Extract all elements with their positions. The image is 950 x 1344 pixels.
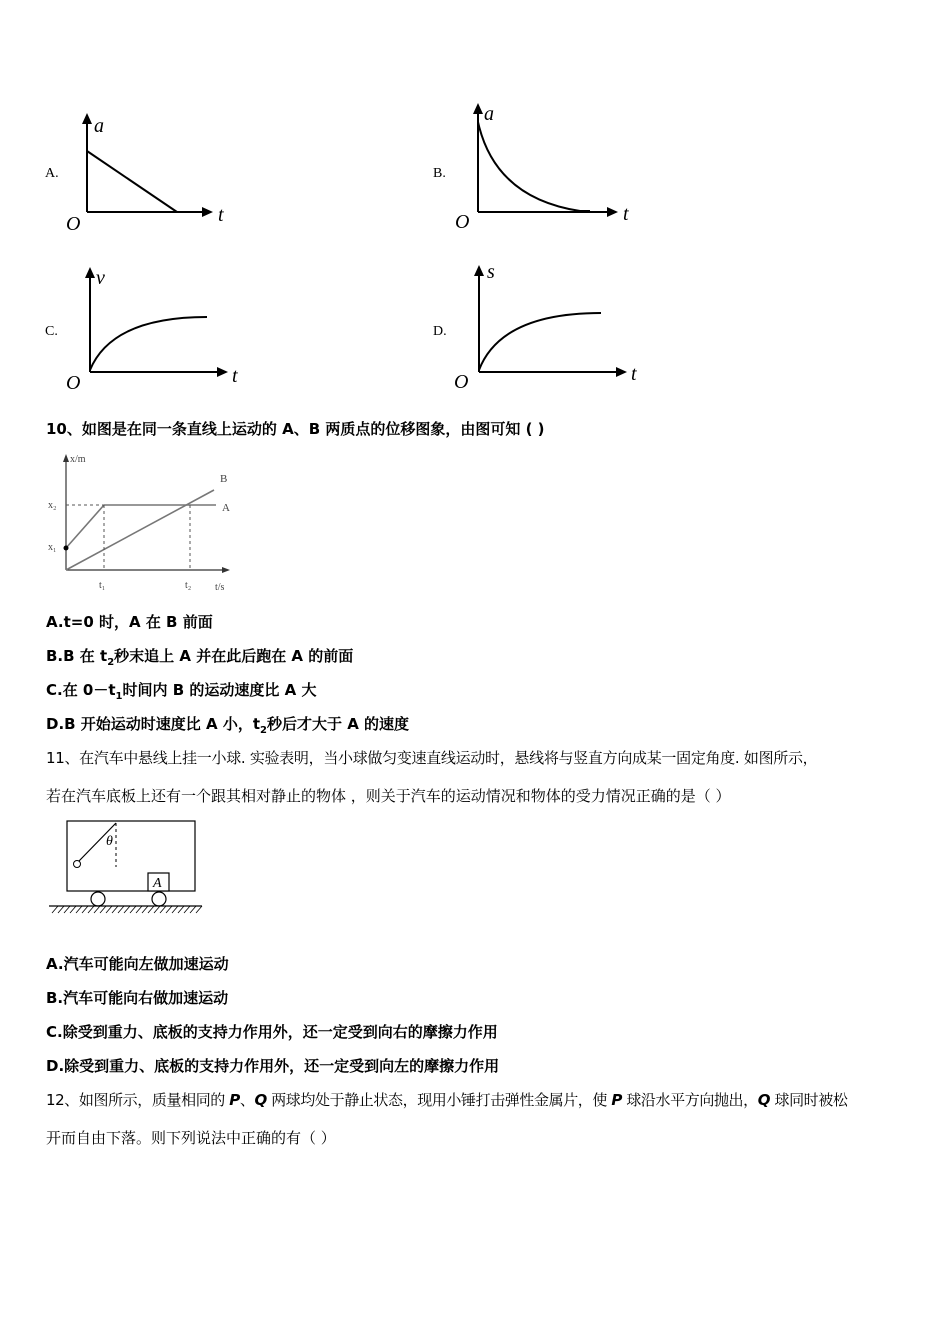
q10-option-a: A.t=0 时，A 在 B 前面 [46,613,213,631]
q12-text-4: 球沿水平方向抛出， [621,1091,758,1109]
q12-text-1: 12、如图所示，质量相同的 [46,1091,230,1109]
q12-var-p: P [229,1091,240,1109]
graph-d-y-arrow [474,265,484,276]
graph-c-ylabel: v [96,267,105,289]
q12-var-q: Q [254,1091,267,1109]
q10-ylabel: x/m [70,454,86,465]
q12-stem-line1 [46,1089,847,1110]
graph-d-curve [479,313,601,370]
graph-c-xlabel: t [232,365,238,387]
q10-line-b [66,490,214,570]
q10-option-c [46,679,316,702]
q10-stem: 10、如图是在同一条直线上运动的 A、B 两质点的位移图象，由图可知 ( ) [46,420,545,438]
q11-stem-line2: 若在汽车底板上还有一个跟其相对静止的物体 ，则关于汽车的运动情况和物体的受力情况正确的是（ ） [46,787,731,805]
graph-c-velocity-saturating [62,262,252,397]
q10-x-arrow [222,567,230,573]
q12-text-2: 、 [239,1091,255,1109]
q10-line-a-label: A [222,502,230,514]
q10-t2-label: t₂ [185,580,192,591]
graph-d-xlabel: t [631,363,637,385]
graph-c-origin: O [66,372,81,394]
q11-ground-hatching [52,906,202,913]
graph-b-origin: O [455,211,470,233]
q10-displacement-graph [44,450,244,598]
graph-c-y-arrow [85,267,95,278]
graph-b-exponential-decay [450,98,650,235]
graph-a-ylabel: a [94,115,104,137]
graph-d-origin: O [454,371,469,393]
q11-option-d: D.除受到重力、底板的支持力作用外，还一定受到向左的摩擦力作用 [46,1057,500,1075]
graph-a-linear-decrease [60,110,240,235]
q10-line-a-rise [66,505,104,548]
q11-theta: θ [106,834,113,849]
q11-wheel-left [91,892,105,906]
graph-d-x-arrow [616,367,627,377]
graph-a-x-arrow [202,207,213,217]
option-a-letter: A. [45,166,59,181]
graph-a-xlabel: t [218,204,224,226]
graph-b-xlabel: t [623,203,629,225]
q10-option-b-sub: 2 [107,657,115,668]
graph-a-y-arrow [82,113,92,124]
q10-option-d-sub: 2 [260,725,267,736]
graph-a-origin: O [66,213,81,235]
q10-option-c-pre: C.在 0－t [46,681,116,699]
q11-car-body [67,821,195,891]
q10-start-point [64,546,69,551]
q11-wheel-right [152,892,166,906]
q12-text-5: 球同时被松 [770,1091,848,1109]
option-c-letter: C. [45,324,58,339]
q11-block-label: A [153,876,162,891]
graph-d-displacement-saturating [451,258,651,396]
option-d-letter: D. [433,324,447,339]
q10-option-d-pre: D.B 开始运动时速度比 A 小，t [46,715,261,733]
graph-c-curve [90,317,207,370]
graph-d-ylabel: s [487,261,495,283]
q12-text-3: 两球均处于静止状态，现用小锤打击弹性金属片，使 [266,1091,612,1109]
q10-line-b-label: B [220,473,228,485]
q11-option-c: C.除受到重力、底板的支持力作用外，还一定受到向右的摩擦力作用 [46,1023,498,1041]
q11-ball [74,861,81,868]
q12-var-p2: P [611,1091,622,1109]
q11-option-b: B.汽车可能向右做加速运动 [46,989,229,1007]
graph-b-ylabel: a [484,103,494,125]
option-b-letter: B. [433,166,446,181]
q10-option-d [46,713,409,736]
q12-var-q2: Q [757,1091,771,1109]
q11-stem-line1: 11、在汽车中悬线上挂一小球. 实验表明，当小球做匀变速直线运动时，悬线将与竖直方向成某一固定角度. 如图所示， [46,749,818,767]
q10-option-c-sub: 1 [115,691,123,702]
q10-option-b [46,645,353,668]
graph-c-x-arrow [217,367,228,377]
q10-option-b-post: 秒末追上 A 并在此后跑在 A 的前面 [114,647,354,665]
q10-option-c-post: 时间内 B 的运动速度比 A 大 [122,681,317,699]
q10-x2-label: x₂ [48,500,57,511]
q10-t1-label: t₁ [99,580,106,591]
graph-a-curve [87,151,177,212]
q11-option-a: A.汽车可能向左做加速运动 [46,955,229,973]
q10-option-d-post: 秒后才大于 A 的速度 [267,715,410,733]
graph-b-y-arrow [473,103,483,114]
q10-x1-label: x₁ [48,542,57,553]
q12-stem-line2: 开而自由下落。则下列说法中正确的有（ ） [46,1129,336,1147]
graph-b-x-arrow [607,207,618,217]
q10-xlabel: t/s [215,582,225,593]
q11-car-figure [44,815,209,920]
q10-option-b-pre: B.B 在 t [46,647,108,665]
q10-y-arrow [63,454,69,462]
graph-b-curve [478,122,590,211]
